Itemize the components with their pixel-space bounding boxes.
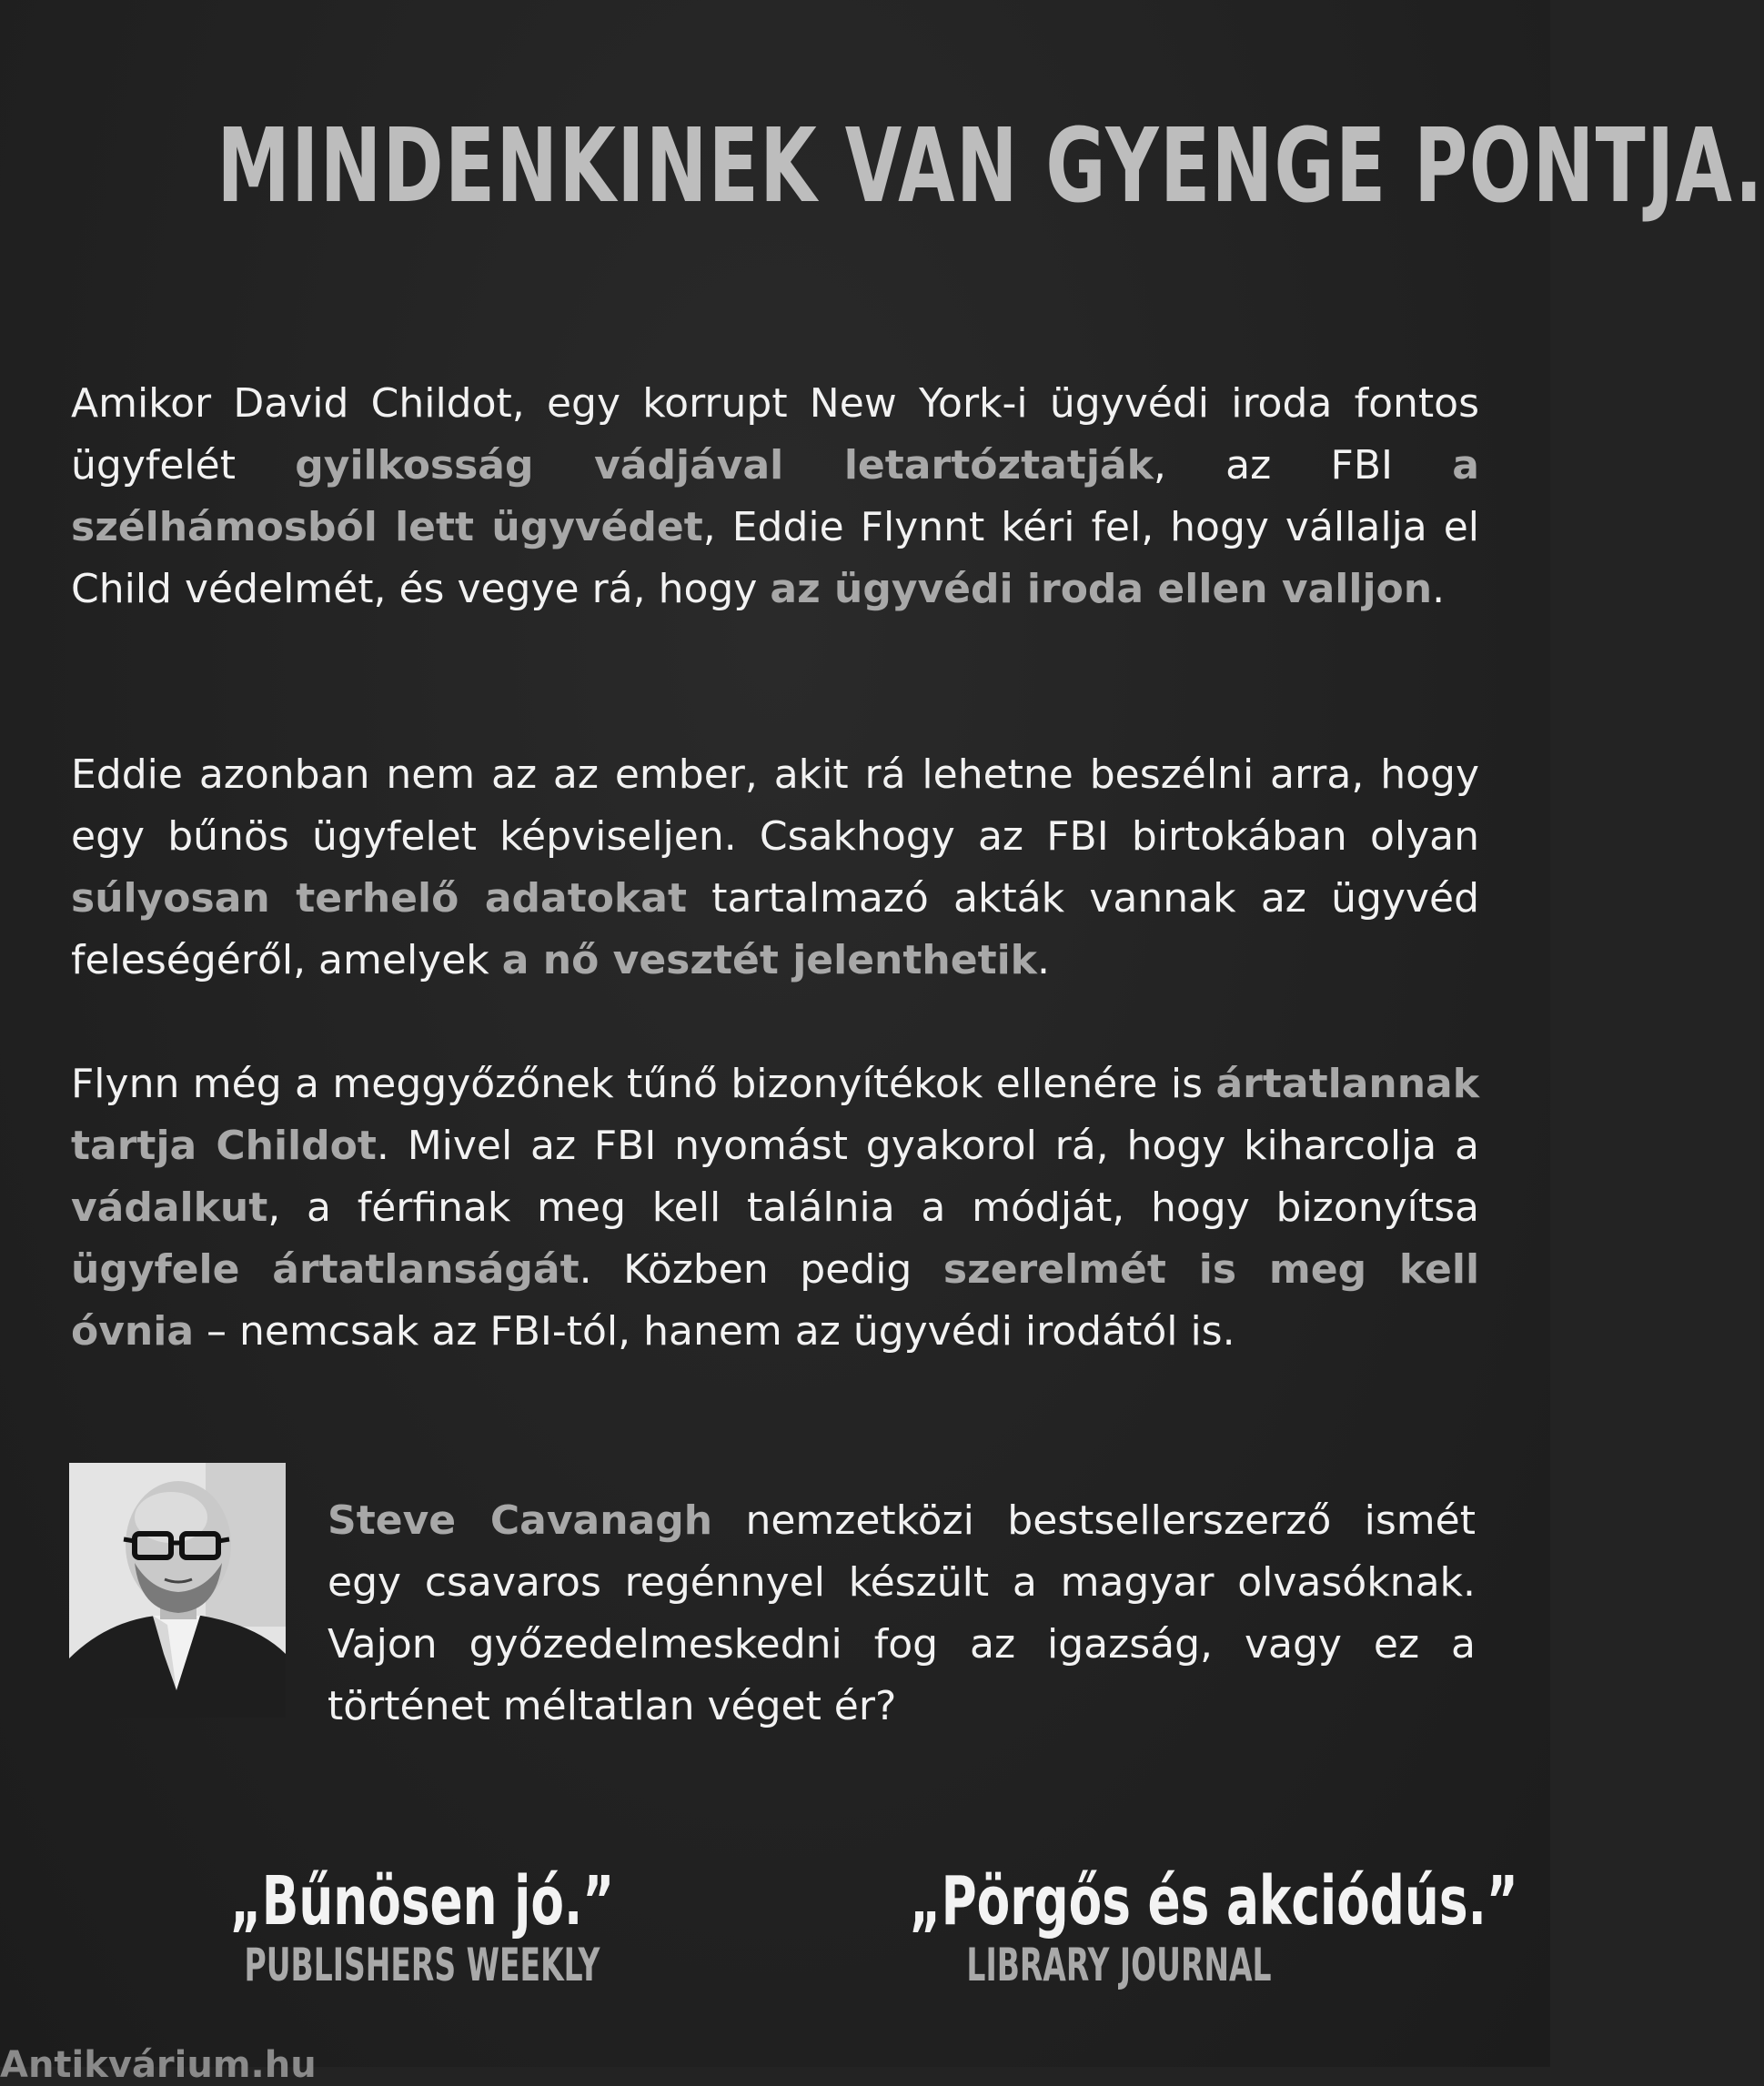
- text-run: . Mivel az FBI nyomást gyakorol rá, hogy kiharcolja a: [376, 1123, 1479, 1169]
- author-portrait-image: [69, 1463, 286, 1718]
- review-quote-2: [828, 1862, 1518, 1991]
- author-photo: [69, 1463, 286, 1718]
- text-run: Eddie azonban nem az az ember, akit rá lehetne beszélni arra, hogy egy bűnös ügyfelet képviseljen. Csakhogy az FBI birtokában olyan: [71, 751, 1479, 860]
- synopsis-paragraph-2: [71, 744, 1479, 992]
- text-run: , Eddie Flynnt kéri fel, hogy vállalja el Child védelmét, és vegye rá, hogy: [71, 504, 1479, 612]
- text-run: . Közben pedig: [579, 1246, 943, 1293]
- review-quote-source: LIBRARY JOURNAL: [966, 1939, 1272, 1991]
- text-run: , a férfinak meg kell találnia a módját, hogy bizonyítsa: [267, 1184, 1479, 1231]
- highlighted-phrase: gyilkosság vádjával letartóztatják: [295, 442, 1154, 489]
- synopsis-paragraph-1: [71, 373, 1479, 620]
- text-run: Flynn még a meggyőzőnek tűnő bizonyítékok ellenére is: [71, 1061, 1216, 1107]
- review-quote-1: [149, 1863, 695, 1990]
- watermark: Antikvárium.hu: [0, 2044, 317, 2086]
- highlighted-phrase: súlyosan terhelő adatokat: [71, 875, 687, 922]
- author-bio-paragraph: [328, 1490, 1476, 1738]
- text-run: Amikor David Childot, egy korrupt New York-i ügyvédi iroda fontos ügyfelét: [71, 380, 1479, 489]
- highlighted-phrase: vádalkut: [71, 1184, 268, 1231]
- highlighted-phrase: a szélhámosból lett ügyvédet: [71, 442, 1479, 550]
- highlighted-phrase: szerelmét is meg kell óvnia: [71, 1246, 1480, 1355]
- highlighted-phrase: a nő vesztét jelenthetik: [501, 937, 1037, 983]
- text-run: .: [1432, 566, 1446, 612]
- synopsis-paragraph-3: [71, 1053, 1479, 1363]
- headline: MINDENKINEK VAN GYENGE PONTJA.: [217, 107, 1764, 226]
- highlighted-phrase: az ügyvédi iroda ellen valljon: [770, 566, 1433, 612]
- highlighted-phrase: Steve Cavanagh: [328, 1497, 713, 1544]
- highlighted-phrase: ügyfele ártatlanságát: [71, 1246, 580, 1293]
- text-run: .: [1036, 937, 1050, 983]
- text-run: , az FBI: [1153, 442, 1453, 489]
- text-run: tartalmazó akták vannak az ügyvéd feleségéről, amelyek: [71, 875, 1479, 983]
- highlighted-phrase: ártatlannak tartja Childot: [71, 1061, 1479, 1169]
- review-quote-source: PUBLISHERS WEEKLY: [244, 1939, 600, 1991]
- review-quote-text: „Bűnösen jó.”: [229, 1862, 615, 1940]
- review-quote-text: „Pörgős és akciódús.”: [909, 1862, 1518, 1940]
- text-run: – nemcsak az FBI-tól, hanem az ügyvédi irodától is.: [194, 1308, 1235, 1355]
- text-run: nemzetközi bestsellerszerző ismét egy csavaros regénnyel készült a magyar olvasóknak. Vajon győzedelmeskedni fog az igazság, vagy ez a történet méltatlan véget ér?: [328, 1497, 1476, 1729]
